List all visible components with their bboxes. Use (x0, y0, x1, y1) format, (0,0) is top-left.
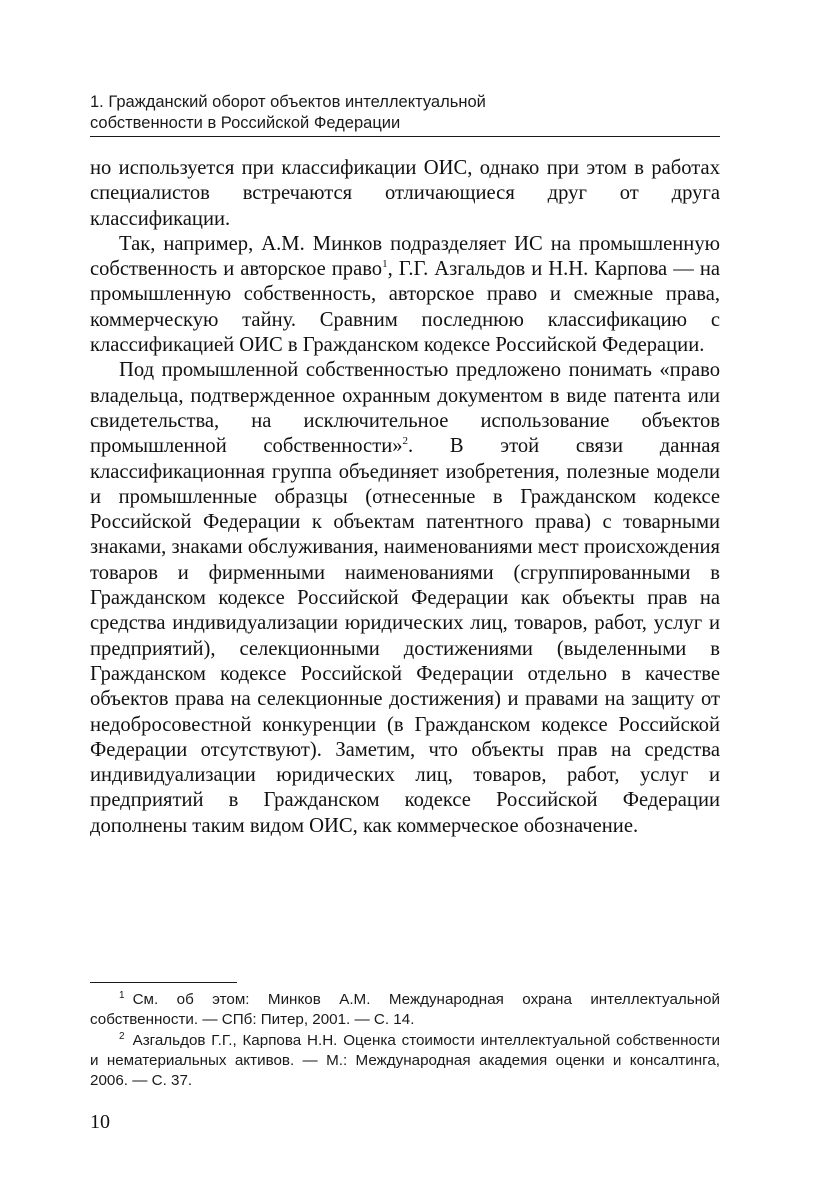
paragraph-2 (90, 232, 720, 358)
footnote-1 (90, 990, 720, 1031)
footnote-2-mark: 2 (119, 1030, 125, 1042)
footnote-ref-2[interactable]: 2 (402, 435, 409, 448)
paragraph-2-text-a: Так, например, А.М. Минков подразделяет ИС на промышленную собственность и авторское право (90, 232, 720, 281)
footnote-1-mark: 1 (119, 989, 125, 1001)
footnote-ref-1[interactable]: 1 (382, 258, 388, 271)
running-head-line-1: 1. Гражданский оборот объектов интеллектуальной (90, 93, 486, 111)
paragraph-1 (90, 156, 720, 232)
footnotes (90, 990, 720, 1091)
header-divider (90, 136, 720, 137)
paragraph-1-text: но используется при классификации ОИС, однако при этом в работах специалистов встречаются отличающиеся друг от друга классификации. (90, 157, 720, 230)
main-text (90, 156, 720, 839)
paragraph-3 (90, 358, 720, 839)
footnote-2 (90, 1031, 720, 1092)
footnote-1-text: См. об этом: Минков А.М. Международная охрана интеллектуальной собственности. — СПб: Питер, 2001. — С. 14. (90, 991, 720, 1029)
page-number: 10 (90, 1111, 110, 1133)
running-head-line-2: собственности в Российской Федерации (90, 114, 401, 132)
footnote-2-text: Азгальдов Г.Г., Карпова Н.Н. Оценка стоимости интеллектуальной собственности и нематериальных активов. — М.: Международная академия оценки и консалтинга, 2006. — С. 37. (90, 1031, 720, 1090)
paragraph-3-text-a: Под промышленной собственностью предложено понимать «право владельца, подтвержденное охранным документом в виде патента или свидетельства, на исключительное использование объектов промышленной собственности» (90, 359, 720, 458)
footnote-divider (90, 982, 237, 983)
running-head (90, 92, 720, 134)
paragraph-2-text-b: , Г.Г. Азгальдов и Н.Н. Карпова — на промышленную собственность, авторское право и смежные права, коммерческую тайну. Сравним последнюю классификацию с классификацией ОИС в Гражданском кодексе Российской Федерации. (90, 258, 720, 357)
paragraph-3-text-b: . В этой связи данная классификационная группа объединяет изобретения, полезные модели и промышленные образцы (отнесенные в Гражданском кодексе Российской Федерации к объектам патентного права) с товарными знаками, знаками обслуживания, наименованиями мест происхождения товаров и фирменными наименованиями (сгруппированными в Гражданском кодексе Российской Федерации как объекты прав на средства индивидуализации юридических лиц, товаров, работ, услуг и предприятий), селекционными достижениями (выделенными в Гражданском кодексе Российской Федерации отдельно в качестве объектов права на селекционные достижения) и правами на защиту от недобросовестной конкуренции (в Гражданском кодексе Российской Федерации отсутствуют). Заметим, что объекты прав на средства индивидуализации юридических лиц, товаров, работ, услуг и предприятий в Гражданском кодексе Российской Федерации дополнены таким видом ОИС, как коммерческое обозначение. (90, 435, 720, 837)
